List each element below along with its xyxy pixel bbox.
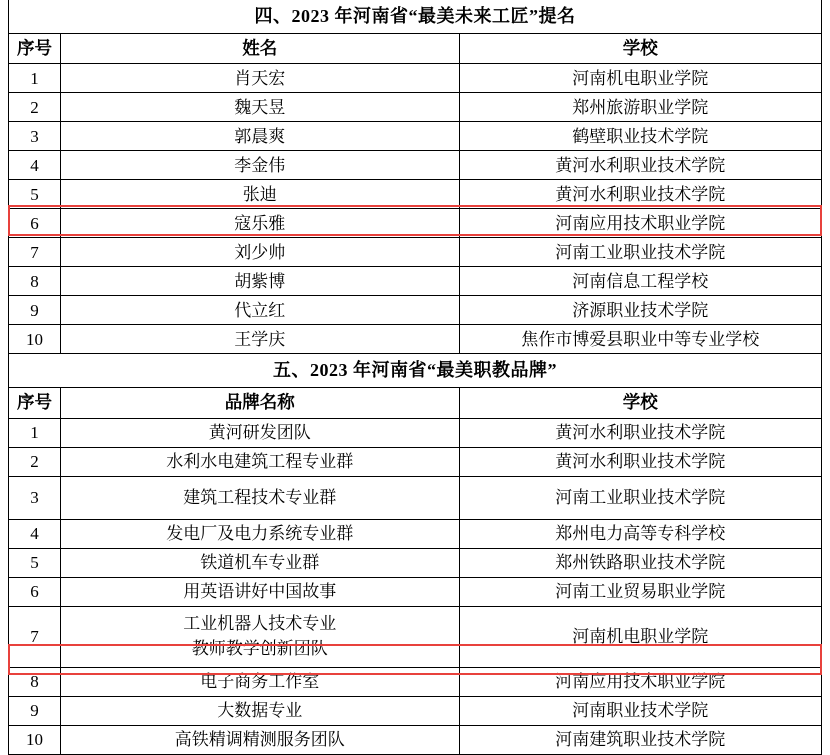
cell-brand: 发电厂及电力系统专业群 bbox=[61, 519, 459, 548]
cell-school: 鹤壁职业技术学院 bbox=[459, 122, 821, 151]
cell-no: 10 bbox=[9, 725, 61, 754]
cell-school: 郑州旅游职业学院 bbox=[459, 93, 821, 122]
section-4-title: 四、2023 年河南省“最美未来工匠”提名 bbox=[9, 0, 822, 33]
cell-name: 魏天昱 bbox=[61, 93, 459, 122]
cell-school: 黄河水利职业技术学院 bbox=[459, 447, 821, 476]
cell-brand: 水利水电建筑工程专业群 bbox=[61, 447, 459, 476]
cell-no: 2 bbox=[9, 447, 61, 476]
cell-school: 河南信息工程学校 bbox=[459, 267, 821, 296]
cell-name: 刘少帅 bbox=[61, 238, 459, 267]
table-row bbox=[9, 151, 822, 180]
cell-school: 河南应用技术职业学院 bbox=[459, 667, 821, 696]
column-header-school: 学校 bbox=[459, 33, 821, 64]
cell-no: 8 bbox=[9, 667, 61, 696]
cell-brand-line2: 教师教学创新团队 bbox=[191, 638, 328, 658]
cell-no: 4 bbox=[9, 519, 61, 548]
cell-no: 9 bbox=[9, 696, 61, 725]
cell-no: 9 bbox=[9, 296, 61, 325]
cell-no: 7 bbox=[9, 606, 61, 667]
cell-school: 郑州铁路职业技术学院 bbox=[459, 548, 821, 577]
awards-table bbox=[8, 0, 822, 755]
cell-brand: 电子商务工作室 bbox=[61, 667, 459, 696]
cell-name: 李金伟 bbox=[61, 151, 459, 180]
section-title-row bbox=[9, 0, 822, 33]
section-5-title: 五、2023 年河南省“最美职教品牌” bbox=[9, 354, 822, 388]
table-row bbox=[9, 696, 822, 725]
cell-name: 胡紫博 bbox=[61, 267, 459, 296]
cell-no: 3 bbox=[9, 122, 61, 151]
cell-no: 3 bbox=[9, 476, 61, 519]
table-row bbox=[9, 548, 822, 577]
cell-brand: 建筑工程技术专业群 bbox=[61, 476, 459, 519]
cell-no: 6 bbox=[9, 209, 61, 238]
table-row bbox=[9, 418, 822, 447]
table-row bbox=[9, 519, 822, 548]
cell-school: 河南机电职业学院 bbox=[459, 64, 821, 93]
cell-name: 张迪 bbox=[61, 180, 459, 209]
column-header-no: 序号 bbox=[9, 33, 61, 64]
cell-brand bbox=[61, 606, 459, 667]
cell-school: 黄河水利职业技术学院 bbox=[459, 151, 821, 180]
cell-brand: 黄河研发团队 bbox=[61, 418, 459, 447]
cell-no: 1 bbox=[9, 64, 61, 93]
cell-school: 济源职业技术学院 bbox=[459, 296, 821, 325]
table-row bbox=[9, 238, 822, 267]
cell-name: 肖天宏 bbox=[61, 64, 459, 93]
cell-no: 5 bbox=[9, 548, 61, 577]
table-row bbox=[9, 296, 822, 325]
section-4-header-row bbox=[9, 33, 822, 64]
table-row bbox=[9, 93, 822, 122]
table-row bbox=[9, 476, 822, 519]
cell-brand: 大数据专业 bbox=[61, 696, 459, 725]
cell-school: 黄河水利职业技术学院 bbox=[459, 418, 821, 447]
cell-no: 7 bbox=[9, 238, 61, 267]
cell-school: 河南建筑职业技术学院 bbox=[459, 725, 821, 754]
table-row-highlighted bbox=[9, 667, 822, 696]
table-row bbox=[9, 725, 822, 754]
cell-brand: 铁道机车专业群 bbox=[61, 548, 459, 577]
section-5-header-row bbox=[9, 387, 822, 418]
table-row bbox=[9, 180, 822, 209]
cell-brand: 用英语讲好中国故事 bbox=[61, 577, 459, 606]
cell-school: 河南工业职业技术学院 bbox=[459, 476, 821, 519]
section-title-row bbox=[9, 354, 822, 388]
cell-name: 代立红 bbox=[61, 296, 459, 325]
cell-brand: 高铁精调精测服务团队 bbox=[61, 725, 459, 754]
cell-name: 王学庆 bbox=[61, 325, 459, 354]
cell-school: 河南工业贸易职业学院 bbox=[459, 577, 821, 606]
column-header-school: 学校 bbox=[459, 387, 821, 418]
cell-school: 郑州电力高等专科学校 bbox=[459, 519, 821, 548]
table-row bbox=[9, 606, 822, 667]
table-row bbox=[9, 447, 822, 476]
cell-brand-line1: 工业机器人技术专业 bbox=[183, 614, 337, 634]
cell-school: 焦作市博爱县职业中等专业学校 bbox=[459, 325, 821, 354]
cell-school: 河南机电职业学院 bbox=[459, 606, 821, 667]
table-row bbox=[9, 267, 822, 296]
cell-no: 1 bbox=[9, 418, 61, 447]
cell-no: 5 bbox=[9, 180, 61, 209]
cell-name: 郭晨爽 bbox=[61, 122, 459, 151]
cell-no: 2 bbox=[9, 93, 61, 122]
cell-no: 8 bbox=[9, 267, 61, 296]
table-row bbox=[9, 64, 822, 93]
cell-school: 河南工业职业技术学院 bbox=[459, 238, 821, 267]
column-header-name: 姓名 bbox=[61, 33, 459, 64]
cell-no: 10 bbox=[9, 325, 61, 354]
cell-no: 4 bbox=[9, 151, 61, 180]
cell-school: 黄河水利职业技术学院 bbox=[459, 180, 821, 209]
cell-school: 河南职业技术学院 bbox=[459, 696, 821, 725]
table-row bbox=[9, 577, 822, 606]
column-header-no: 序号 bbox=[9, 387, 61, 418]
table-row bbox=[9, 325, 822, 354]
column-header-brand: 品牌名称 bbox=[61, 387, 459, 418]
table-row-highlighted bbox=[9, 209, 822, 238]
cell-no: 6 bbox=[9, 577, 61, 606]
cell-school: 河南应用技术职业学院 bbox=[459, 209, 821, 238]
cell-name: 寇乐雅 bbox=[61, 209, 459, 238]
table-row bbox=[9, 122, 822, 151]
